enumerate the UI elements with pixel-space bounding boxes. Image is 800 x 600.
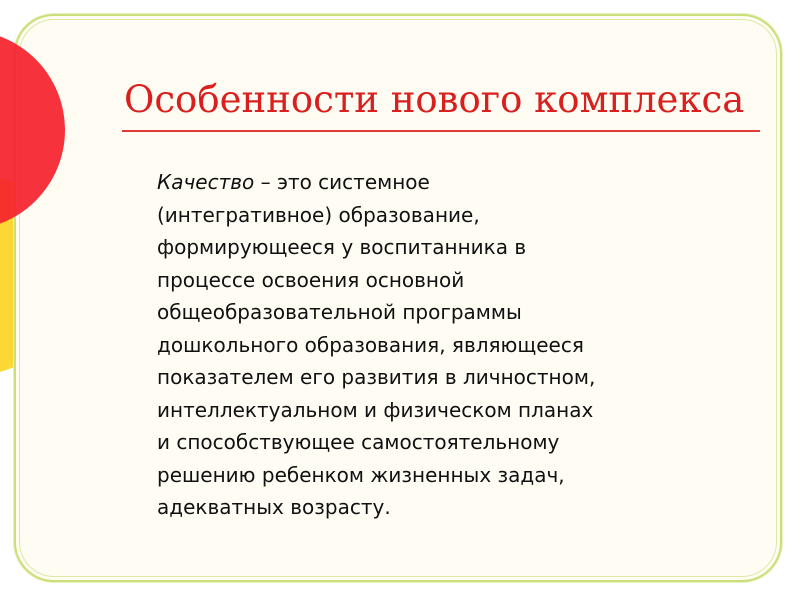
definition-line: дошкольного образования, являющееся [157, 332, 584, 357]
definition-line: формирующееся у воспитанника в [157, 235, 527, 259]
slide-title: Особенности нового комплекса [124, 78, 745, 121]
definition-line: процессе освоения основной [157, 267, 465, 292]
definition-line: интеллектуальном и физическом планах [157, 397, 594, 422]
definition-line: и способствующее самостоятельному [157, 430, 560, 454]
definition-line: решению ребенком жизненных задач, [157, 462, 565, 487]
definition-line: общеобразовательной программы [157, 300, 522, 324]
title-underline [122, 130, 760, 132]
definition-line [157, 166, 757, 199]
definition-line: показателем его развития в личностном, [157, 365, 596, 389]
definition-line: адекватных возрасту. [157, 495, 391, 519]
definition-text [157, 166, 757, 524]
definition-line-rest: – это системное [254, 170, 430, 194]
definition-line: (интегративное) образование, [157, 202, 480, 227]
defined-term: Качество [157, 170, 255, 194]
